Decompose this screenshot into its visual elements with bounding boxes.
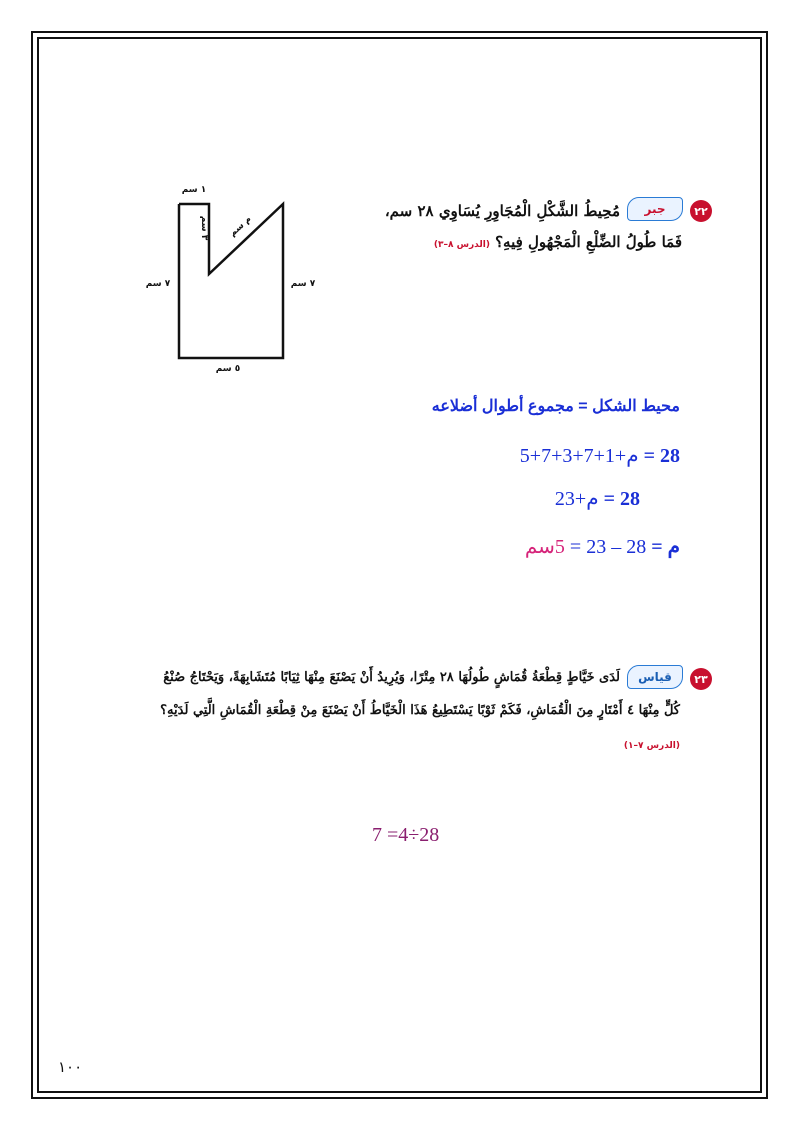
label-inner-vertical: ٣ سم: [199, 215, 209, 241]
page-number: ١٠٠: [58, 1058, 83, 1076]
question-23-lesson: (الدرس ٧–١): [623, 741, 680, 751]
polygon-figure: [130, 178, 330, 378]
question-23-number: ٢٣: [690, 668, 712, 690]
eq2-right: م+23: [554, 488, 599, 510]
eq3-left: م: [667, 536, 680, 558]
eq3-result: 5سم: [524, 536, 565, 558]
question-22-line2: فَمَا طُولُ الضِّلْعِ الْمَجْهُولِ فِيهِ؟: [495, 233, 682, 251]
algebra-tag: جبر: [627, 197, 683, 221]
eq1-left: 28: [660, 445, 680, 467]
question-22-number: ٢٢: [690, 200, 712, 222]
question-23-line1: لَدَى خَيَّاطٍ قِطْعَةُ قُمَاشٍ طُولُهَا ٢٨ مِتْرًا، وَيُرِيدُ أَنْ يَصْنَعَ مِنْهَا ثِيَابًا مُتَشَابِهَةً، وَيَحْتَاجُ صُنْعُ: [163, 670, 620, 685]
polygon-outline: [179, 204, 283, 358]
measurement-tag: قياس: [627, 665, 683, 689]
solution-22-heading: محيط الشكل = مجموع أطوال أضلاعه: [431, 398, 680, 415]
solution-22-equation-1: 28 = م+1+7+3+7+5: [519, 445, 680, 467]
solution-23-expression: =4÷28: [387, 824, 440, 846]
solution-23-result: 7: [372, 824, 382, 846]
question-23-line2: كُلٍّ مِنْهَا ٤ أَمْتَارٍ مِنَ الْقُمَاشِ، فَكَمْ ثَوْبًا يَسْتَطِيعُ هَذَا الْخَيَّاطُ أَنْ يَصْنَعَ مِنْ قِطْعَةِ الْقُمَاشِ الَّتِي لَدَيْهِ؟: [160, 703, 680, 718]
label-left: ٧ سم: [145, 279, 171, 289]
label-right: ٧ سم: [290, 279, 316, 289]
solution-22-equation-3: م = 28 – 23 = 5سم: [524, 536, 680, 558]
label-slant: م سم: [227, 214, 254, 239]
eq2-left: 28: [620, 488, 640, 510]
solution-23-equation: [372, 824, 439, 847]
label-top: ١ سم: [181, 185, 207, 195]
solution-22-equation-2: 28 = م+23: [554, 488, 640, 510]
question-22-line2-wrap: [434, 232, 682, 251]
label-bottom: ٥ سم: [215, 364, 241, 374]
question-22-lesson: (الدرس ٨–٣): [433, 240, 490, 250]
eq1-right: م+1+7+3+7+5: [519, 445, 639, 467]
eq3-mid: 28 – 23: [586, 536, 647, 558]
question-22-line1: مُحِيطُ الشَّكْلِ الْمُجَاوِرِ يُسَاوِي ٢٨ سم،: [384, 202, 620, 220]
